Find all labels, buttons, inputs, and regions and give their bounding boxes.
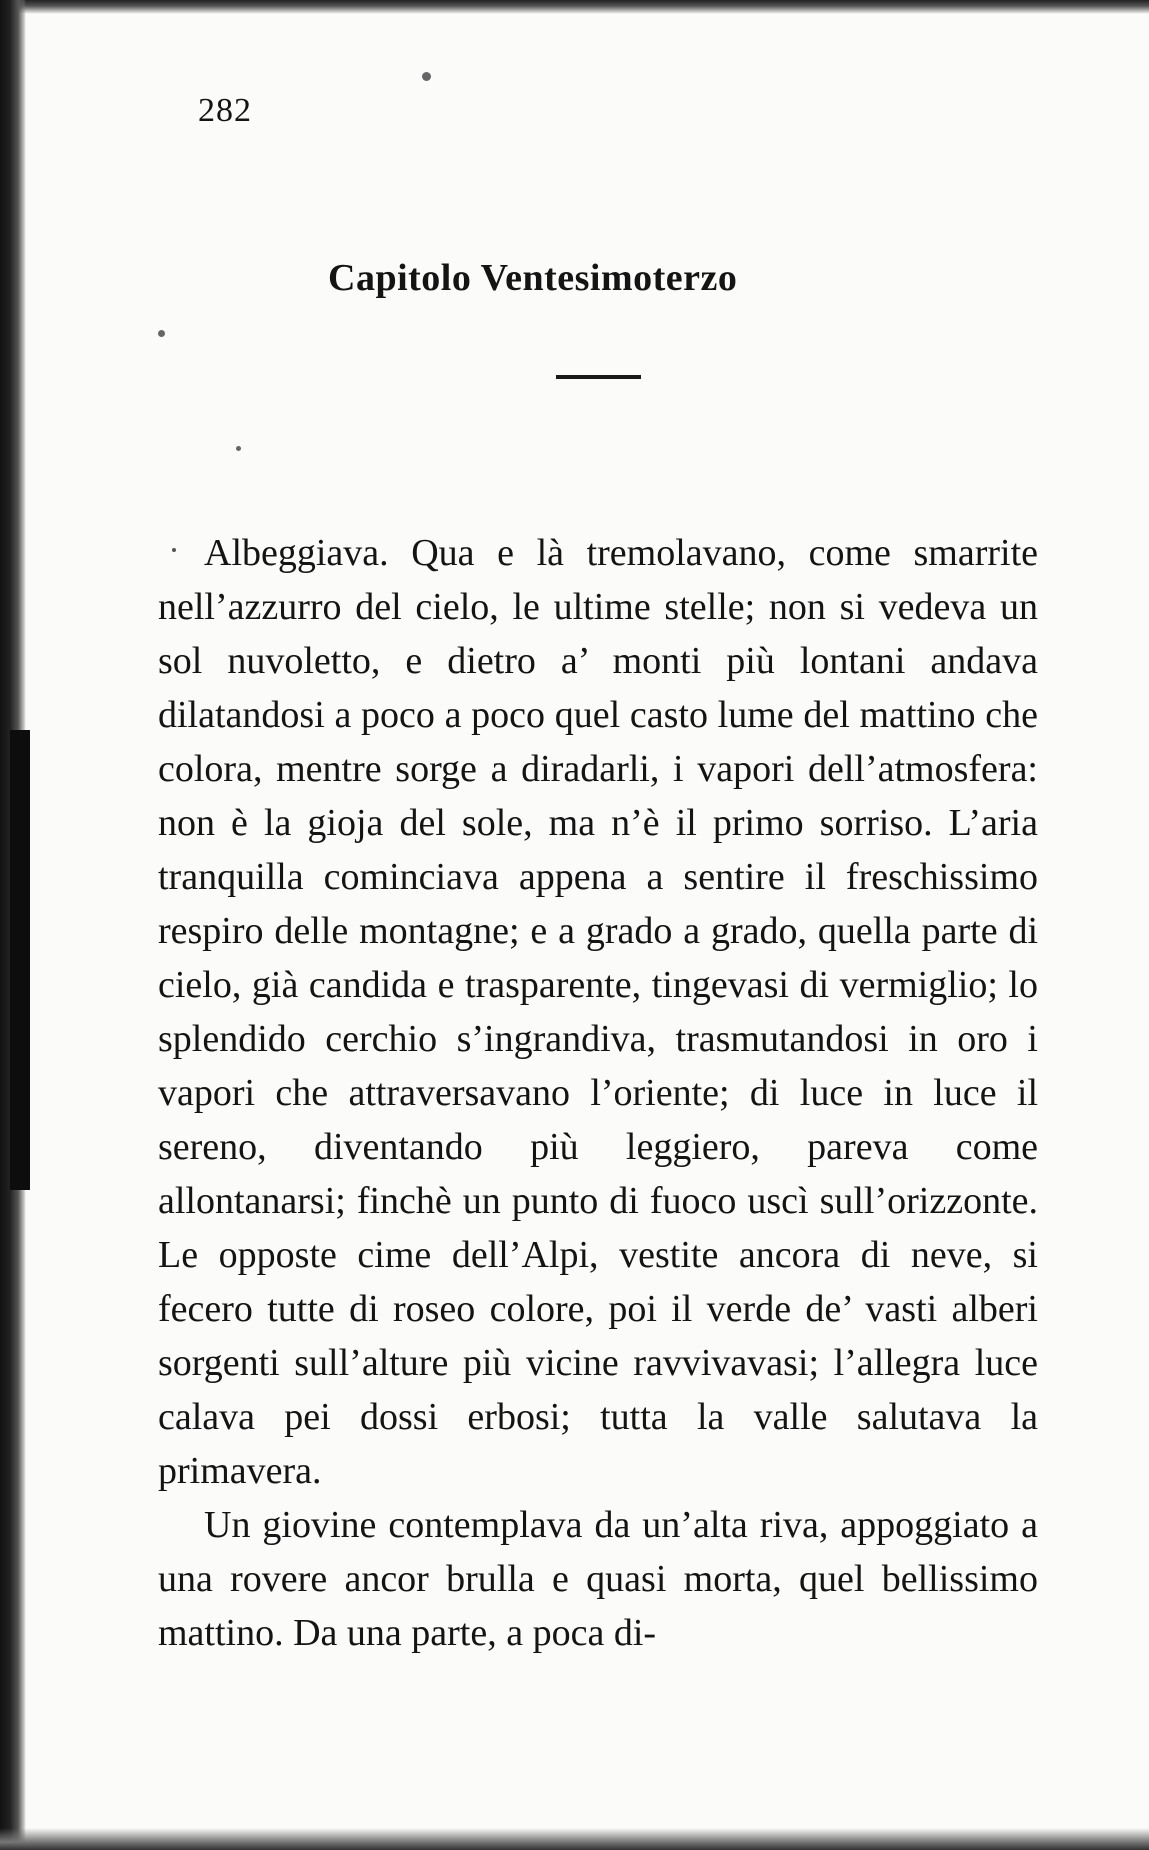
title-rule: [556, 375, 641, 379]
scan-top-edge: [0, 0, 1149, 14]
paragraph-2: Un giovine contemplava da un’alta riva, appoggiato a una rovere ancor brulla e quasi morta, quel bellissimo mattino. Da una parte, a poca di-: [158, 1504, 1038, 1654]
scan-binding-shadow: [10, 730, 30, 1190]
ink-speck: [236, 446, 241, 451]
bleed-through-text: [150, 110, 1030, 162]
body-text: [158, 526, 1038, 1660]
chapter-title: Capitolo Ventesimoterzo: [328, 257, 738, 299]
paragraph-1: Albeggiava. Qua e là tremolavano, come smarrite nell’azzurro del cielo, le ultime stelle; non si vedeva un sol nuvoletto, e dietro a’ monti più lontani andava dilatandosi a poco a poco quel casto lume del mattino che colora, mentre sorge a diradarli, i vapori dell’atmosfera: non è la gioja del sole, ma n’è il primo sorriso. L’aria tranquilla cominciava appena a sentire il freschissimo respiro delle montagne; e a grado a grado, quella parte di cielo, già candida e trasparente, tingevasi di vermiglio; lo splendido cerchio s’ingrandiva, trasmutandosi in oro i vapori che attraversavano l’oriente; di luce in luce il sereno, diventando più leggiero, pareva come allontanarsi; finchè un punto di fuoco uscì sull’orizzonte. Le opposte cime dell’Alpi, vestite ancora di neve, si fecero tutte di roseo colore, poi il verde de’ vasti alberi sorgenti sull’alture più vicine ravvivavasi; l’allegra luce calava pei dossi erbosi; tutta la valle salutava la primavera.: [158, 532, 1038, 1492]
ink-speck: [422, 72, 431, 81]
scan-bottom-edge: [0, 1828, 1149, 1850]
page-number: 282: [198, 92, 252, 129]
ink-speck: [158, 330, 165, 337]
